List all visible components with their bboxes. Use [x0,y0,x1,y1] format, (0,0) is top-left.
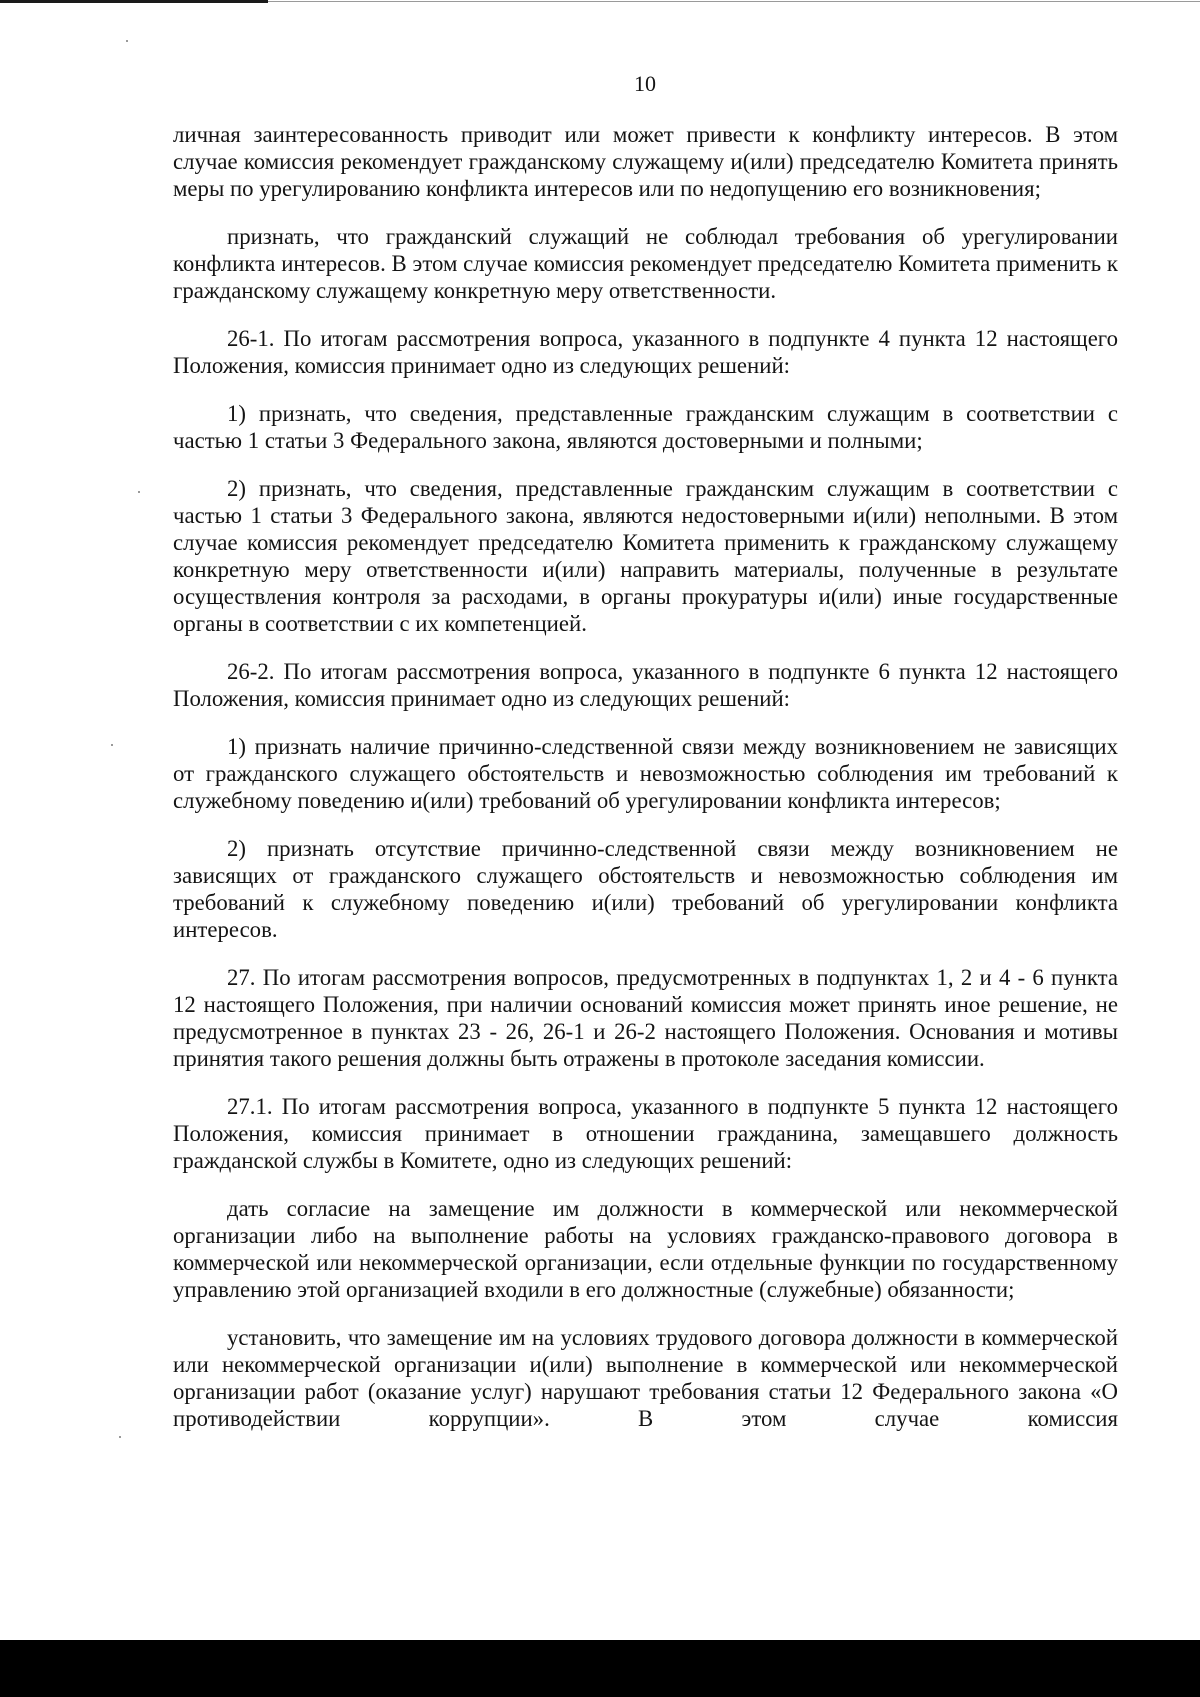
paragraph-10: 27.1. По итогам рассмотрения вопроса, указанного в подпункте 5 пункта 12 настоящего Положения, комиссия принимает в отношении гражданина, замещавшего должность гражданской службы в Комитете, одно из следующих решений: [173,1094,1118,1173]
paragraph-6: 26-2. По итогам рассмотрения вопроса, указанного в подпункте 6 пункта 12 настоящего Положения, комиссия принимает одно из следующих решений: [173,659,1118,711]
top-border-thin-line [268,1,1200,2]
paragraph-11: дать согласие на замещение им должности в коммерческой или некоммерческой организации либо на выполнение работы на условиях гражданско-правового договора в коммерческой или некоммерческой организации, если отдельные функции по государственному управлению этой организацией входили в его должностные (служебные) обязанности; [173,1196,1118,1302]
scan-speck [119,1436,121,1438]
paragraph-2: признать, что гражданский служащий не соблюдал требования об урегулировании конфликта интересов. В этом случае комиссия рекомендует председателю Комитета применить к гражданскому служащему конкретную меру ответственности. [173,224,1118,303]
paragraph-5: 2) признать, что сведения, представленные гражданским служащим в соответствии с частью 1 статьи 3 Федерального закона, являются недостоверными и(или) неполными. В этом случае комиссия рекомендует председателю Комитета применить к гражданскому служащему конкретную меру ответственности и(или) направить материалы, полученные в результате осуществления контроля за расходами, в органы прокуратуры и(или) иные государственные органы в соответствии с их компетенцией. [173,476,1118,636]
scan-speck [138,491,140,493]
scan-bottom-border [0,1640,1200,1697]
paragraph-4: 1) признать, что сведения, представленные гражданским служащим в соответствии с частью 1 статьи 3 Федерального закона, являются достоверными и полными; [173,401,1118,453]
scan-speck [111,744,113,746]
paragraph-7: 1) признать наличие причинно-следственной связи между возникновением не зависящих от гражданского служащего обстоятельств и невозможностью соблюдения им требований к служебному поведению и(или) требований об урегулировании конфликта интересов; [173,734,1118,813]
paragraph-8: 2) признать отсутствие причинно-следственной связи между возникновением не зависящих от гражданского служащего обстоятельств и невозможностью соблюдения им требований к служебному поведению и(или) требований об урегулировании конфликта интересов. [173,836,1118,942]
page-number: 10 [634,71,656,96]
paragraph-12: установить, что замещение им на условиях трудового договора должности в коммерческой или некоммерческой организации и(или) выполнение в коммерческой или некоммерческой организации работ (оказание услуг) нарушают требования статьи 12 Федерального закона «О противодействии коррупции». В этом случае комиссия [173,1325,1118,1431]
scan-speck [126,40,128,42]
paragraph-9: 27. По итогам рассмотрения вопросов, предусмотренных в подпунктах 1, 2 и 4 - 6 пункта 12 настоящего Положения, при наличии оснований комиссия может принять иное решение, не предусмотренное в пунктах 23 - 26, 26-1 и 26-2 настоящего Положения. Основания и мотивы принятия такого решения должны быть отражены в протоколе заседания комиссии. [173,965,1118,1071]
paragraph-1: личная заинтересованность приводит или может привести к конфликту интересов. В этом случае комиссия рекомендует гражданскому служащему и(или) председателю Комитета принять меры по урегулированию конфликта интересов или по недопущению его возникновения; [173,122,1118,201]
document-body [173,121,1118,1453]
top-border-line [0,0,268,3]
paragraph-3: 26-1. По итогам рассмотрения вопроса, указанного в подпункте 4 пункта 12 настоящего Положения, комиссия принимает одно из следующих решений: [173,326,1118,378]
